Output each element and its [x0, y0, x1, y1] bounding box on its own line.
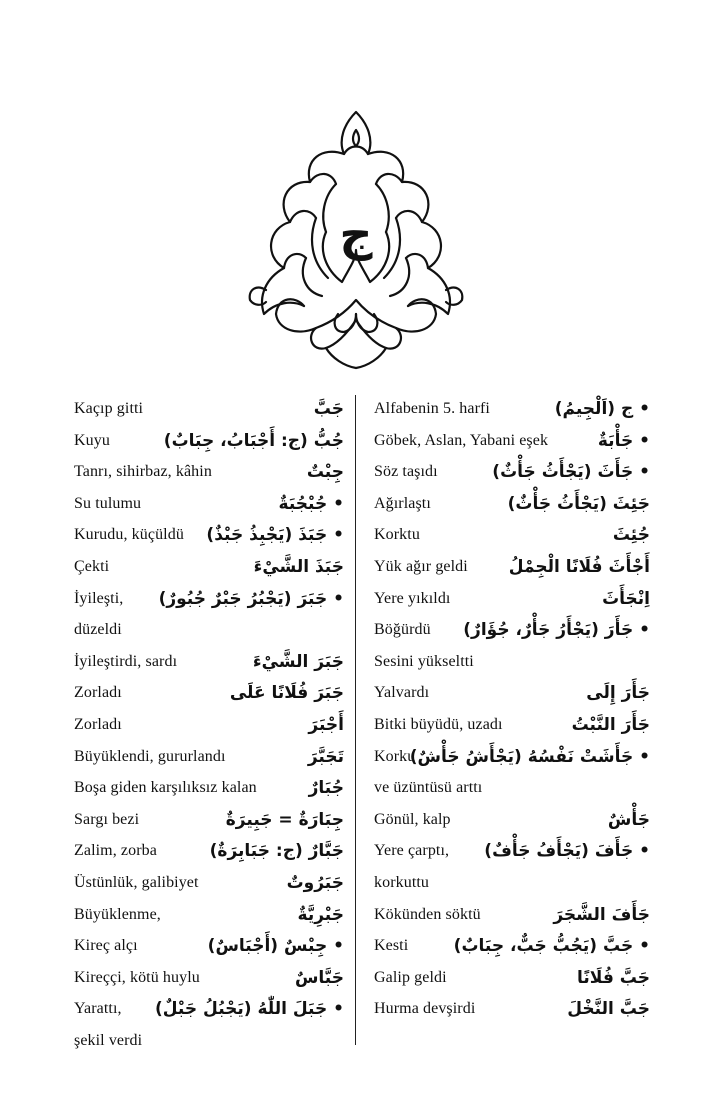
turkish-meaning: ve üzüntüsü arttı	[374, 779, 483, 797]
arabic-term: • جَأْبَةٌ	[597, 430, 650, 451]
arabic-term: جَبَّ فُلَانًا	[577, 967, 650, 988]
entry	[374, 744, 650, 776]
entry	[74, 744, 344, 776]
turkish-meaning: Kurudu, küçüldü	[74, 526, 184, 544]
arabic-term: جَبَرَ فُلَانًا عَلَى	[229, 683, 344, 704]
turkish-meaning: düzeldi	[74, 621, 122, 639]
entry	[74, 996, 344, 1028]
turkish-meaning: şekil verdi	[74, 1031, 143, 1049]
turkish-meaning: Yere çarptı,	[374, 842, 450, 860]
arabic-term: • جَبَذَ (يَجْبِذُ جَبْذٌ)	[206, 525, 344, 546]
arabic-term: جَبَرَ الشَّيْءَ	[252, 651, 344, 672]
entry	[374, 775, 650, 807]
entry	[74, 649, 344, 681]
turkish-meaning: Böğürdü	[374, 621, 431, 639]
turkish-meaning: Çekti	[74, 557, 110, 575]
turkish-meaning: Alfabenin 5. harfi	[374, 400, 490, 417]
entry	[374, 396, 650, 428]
entry	[374, 807, 650, 839]
arabic-term: جَبَّ النَّخْلَ	[567, 999, 650, 1020]
arabic-term: • جِبْسٌ (أَجْبَاسٌ)	[207, 936, 344, 957]
entry	[74, 870, 344, 902]
arabic-term: جُبُّ (ج: أَجْبَابُ، جِبَابٌ)	[163, 430, 344, 451]
letter-ornament	[236, 100, 476, 370]
entry	[374, 712, 650, 744]
arabic-term: جَبَّ	[313, 399, 344, 419]
turkish-meaning: Kesti	[374, 937, 409, 955]
arabic-term: جِبَارَةٌ = جَبِيرَةٌ	[225, 809, 344, 830]
arabic-term: جَبْرِيَّةٌ	[297, 904, 344, 925]
turkish-meaning: Sesini yükseltti	[374, 652, 474, 670]
arabic-term: • جَبَلَ اللّٰهُ (يَجْبُلُ جَبْلٌ)	[154, 999, 344, 1020]
arabic-term: جُبَارٌ	[308, 778, 344, 799]
left-column	[74, 396, 344, 1059]
arabic-term: جَأْشٌ	[607, 809, 650, 830]
entry	[74, 554, 344, 586]
turkish-meaning: İyileşti,	[74, 589, 124, 607]
entry	[74, 838, 344, 870]
entry	[74, 1028, 344, 1060]
arabic-term: جَأَفَ الشَّجَرَ	[553, 904, 650, 925]
arabic-term: جَبَّاسٌ	[294, 967, 344, 988]
turkish-meaning: Korktu	[374, 526, 420, 544]
arabic-term: جِبْتٌ	[306, 462, 344, 483]
turkish-meaning: Yük ağır geldi	[374, 557, 468, 575]
arabic-term: • جَبَرَ (يَجْبُرُ جَبْرٌ جُبُورٌ)	[158, 588, 344, 609]
entry	[374, 902, 650, 934]
turkish-meaning: korkuttu	[374, 873, 430, 891]
turkish-meaning: Zalim, zorba	[74, 842, 157, 860]
turkish-meaning: Su tulumu	[74, 494, 142, 512]
entry	[374, 838, 650, 870]
turkish-meaning: Yere yıkıldı	[374, 589, 451, 607]
arabic-term: • جَبَّ (يَجُبُّ جَبٌّ، جِبَابٌ)	[453, 936, 650, 957]
arabic-term: أَجْبَرَ	[308, 714, 344, 735]
entry	[74, 459, 344, 491]
arabic-term: جَأَرَ إِلَى	[586, 683, 650, 704]
entry	[74, 491, 344, 523]
turkish-meaning: Büyüklendi, gururlandı	[74, 747, 226, 765]
entry	[74, 902, 344, 934]
entry	[374, 428, 650, 460]
turkish-meaning: Gönül, kalp	[374, 810, 451, 828]
entry	[374, 965, 650, 997]
entry	[74, 933, 344, 965]
entry	[374, 649, 650, 681]
entry	[374, 522, 650, 554]
entry	[74, 617, 344, 649]
turkish-meaning: Yalvardı	[374, 684, 430, 702]
arabic-term: جَبَّارٌ (ج: جَبَابِرَةٌ)	[209, 841, 344, 862]
arabic-term: تَجَبَّرَ	[307, 746, 344, 767]
turkish-meaning: Göbek, Aslan, Yabani eşek	[374, 431, 549, 449]
entry	[374, 680, 650, 712]
entry	[374, 491, 650, 523]
turkish-meaning: Kökünden söktü	[374, 905, 481, 923]
arabic-term: • جَأَشَتْ نَفْسُهُ (يَجْأَشُ جَأْشٌ)	[409, 746, 650, 767]
arabic-term: • جَأَثَ (يَجْأَثُ جَأْثٌ)	[492, 462, 650, 483]
entry	[74, 807, 344, 839]
turkish-meaning: Kireççi, kötü huylu	[74, 968, 200, 986]
turkish-meaning: Büyüklenme,	[74, 905, 161, 923]
entry	[74, 775, 344, 807]
turkish-meaning: Korku	[374, 747, 416, 765]
entry	[74, 396, 344, 428]
chapter-letter: ج	[339, 207, 373, 261]
entry	[374, 870, 650, 902]
entry	[74, 586, 344, 618]
turkish-meaning: Kireç alçı	[74, 937, 138, 955]
arabic-term: جَئِثَ (يَجْأَثُ جَأْثٌ)	[507, 493, 650, 514]
turkish-meaning: Zorladı	[74, 715, 122, 733]
turkish-meaning: Hurma devşirdi	[374, 1000, 476, 1018]
entry	[74, 680, 344, 712]
arabic-term: جَبَذَ الشَّيْءَ	[253, 556, 344, 577]
arabic-term: جَأَرَ النَّبْتُ	[571, 714, 650, 735]
turkish-meaning: Boşa giden karşılıksız kalan	[74, 779, 257, 797]
entry	[74, 965, 344, 997]
turkish-meaning: Zorladı	[74, 684, 122, 702]
arabic-term: جَبَرُوتٌ	[286, 872, 344, 893]
turkish-meaning: Yarattı,	[74, 1000, 122, 1018]
entry	[374, 554, 650, 586]
entry	[74, 712, 344, 744]
turkish-meaning: Tanrı, sihirbaz, kâhin	[74, 463, 212, 481]
arabic-term: • جَأَفَ (يَجْأَفُ جَأْفٌ)	[484, 841, 650, 862]
column-divider	[355, 395, 356, 1045]
arabic-term: • جُبْجُبَةٌ	[278, 493, 344, 514]
arabic-term: • جَأَرَ (يَجْأَرُ جَأْرٌ، جُؤَارٌ)	[463, 620, 650, 641]
turkish-meaning: Söz taşıdı	[374, 463, 438, 481]
entry	[374, 996, 650, 1028]
entry	[374, 459, 650, 491]
turkish-meaning: Üstünlük, galibiyet	[74, 873, 199, 891]
entry	[374, 617, 650, 649]
turkish-meaning: Galip geldi	[374, 968, 447, 986]
entry	[374, 586, 650, 618]
turkish-meaning: İyileştirdi, sardı	[74, 652, 178, 670]
arabic-term: جُئِثَ	[612, 525, 650, 546]
entry	[74, 522, 344, 554]
turkish-meaning: Ağırlaştı	[374, 494, 431, 512]
entry	[74, 428, 344, 460]
arabic-term: اِنْجَأَثَ	[602, 588, 650, 609]
turkish-meaning: Kaçıp gitti	[74, 400, 144, 417]
turkish-meaning: Kuyu	[74, 431, 110, 449]
turkish-meaning: Bitki büyüdü, uzadı	[374, 715, 503, 733]
arabic-term: • ج (اَلْجِيمُ)	[554, 399, 650, 419]
turkish-meaning: Sargı bezi	[74, 810, 140, 828]
right-column	[374, 396, 650, 1028]
arabic-term: أَجْأَثَ فُلَانًا الْجِمْلُ	[508, 556, 650, 577]
entry	[374, 933, 650, 965]
